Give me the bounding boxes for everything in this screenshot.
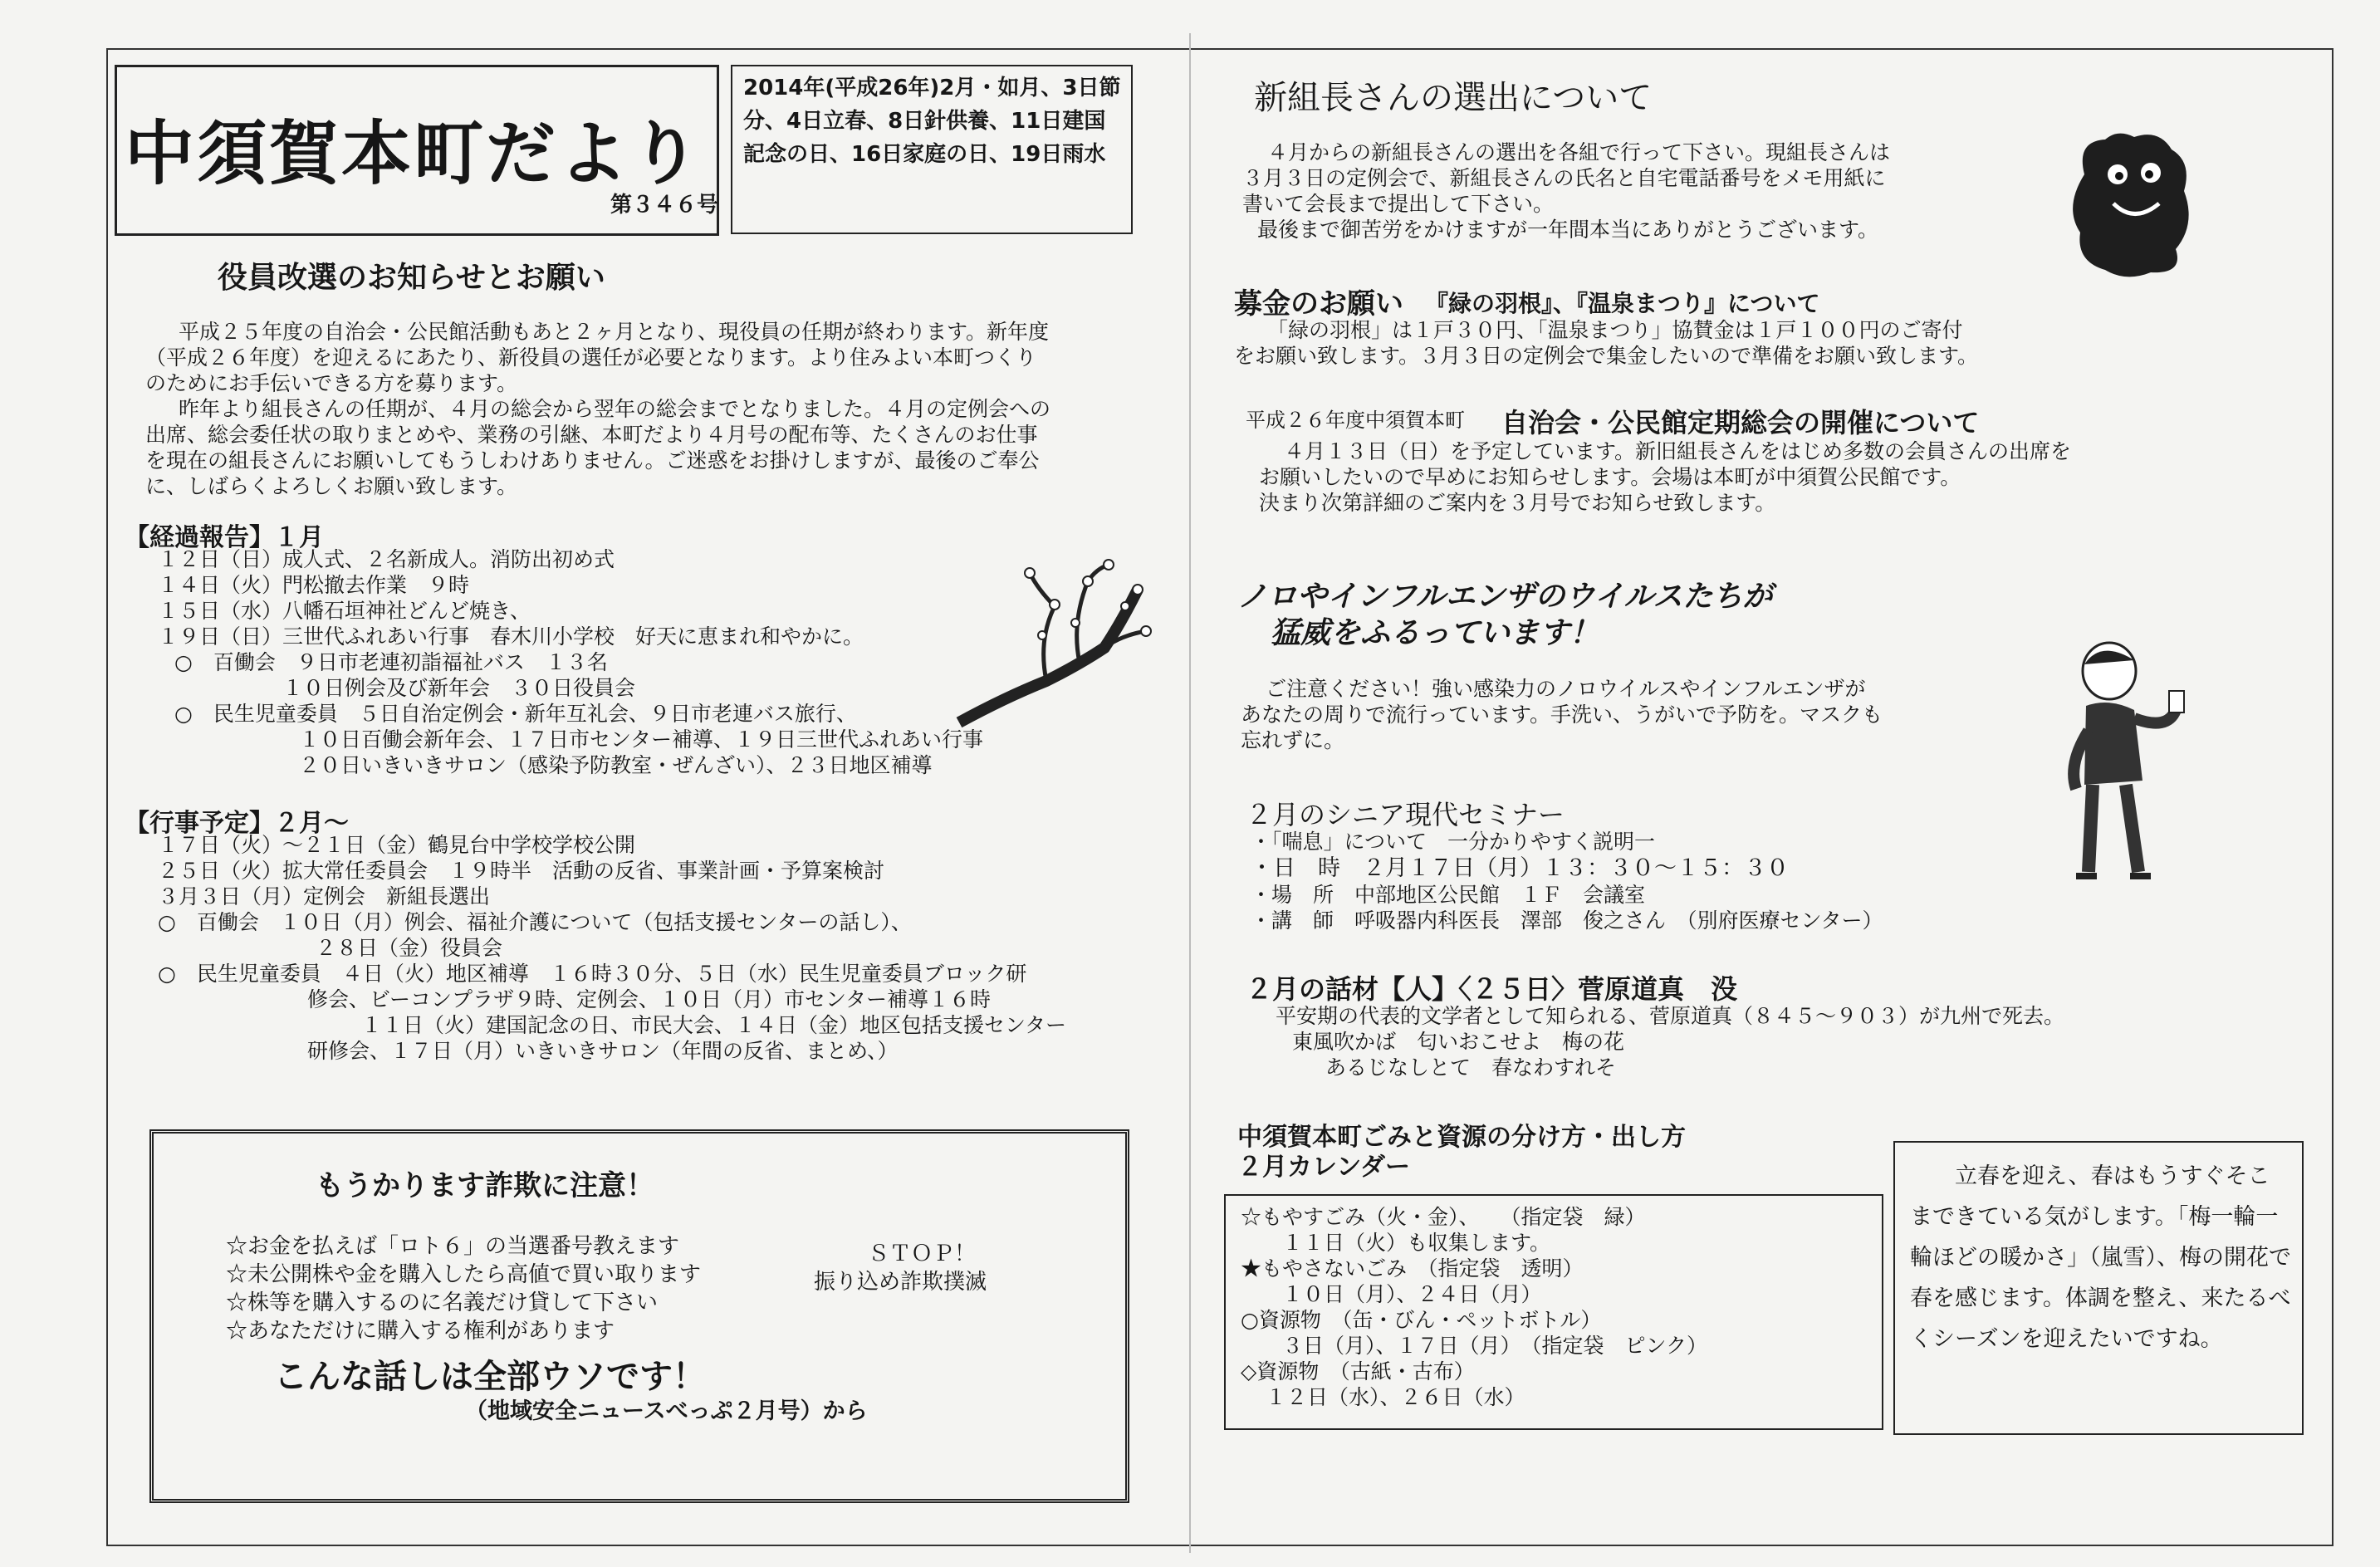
flu-line: あなたの周りで流行っています。手洗い、うがいで予防を。マスクも — [1241, 703, 1883, 727]
issue-number: 第３４６号 — [610, 193, 719, 218]
meeting-line: お願いしたいので早めにお知らせします。会場は本町が中須賀公民館です。 — [1259, 465, 1961, 489]
election-line: （平成２６年度）を迎えるにあたり、新役員の選任が必要となります。より住みよい本町つくり — [145, 345, 1037, 370]
schedule-line: 研修会、１７日（月）いきいきサロン（年間の反省、まとめ、） — [307, 1039, 899, 1063]
donation-line: をお願い致します。３月３日の定例会で集金したいので準備をお願い致します。 — [1234, 344, 1979, 368]
leader-line: ３月３日の定例会で、新組長さんの氏名と自宅電話番号をメモ用紙に — [1242, 166, 1886, 190]
flu-body — [1241, 676, 1883, 753]
garbage-line: ◇資源物 （古紙・古布） — [1241, 1359, 1475, 1383]
schedule-line: ２８日（金）役員会 — [316, 936, 503, 960]
flu-heading-2: 猛威をふるっています！ — [1271, 616, 1600, 650]
meeting-prefix: 平成２６年度中須賀本町 — [1246, 409, 1465, 432]
fraud-item: ☆お金を払えば「ロト６」の当選番号教えます — [226, 1234, 680, 1259]
fraud-item: ☆株等を購入するのに名義だけ貸して下さい — [226, 1290, 659, 1315]
meeting-line: 決まり次第詳細のご案内を３月号でお知らせ致します。 — [1259, 491, 1776, 515]
stop-label: ＳＴＯＰ！ — [868, 1241, 977, 1266]
report-line: １９日（日）三世代ふれあい行事 春木川小学校 好天に恵まれ和やかに。 — [158, 624, 864, 649]
election-line: 平成２５年度の自治会・公民館活動もあと２ヶ月となり、現役員の任期が終わります。新年度 — [179, 320, 1050, 344]
garbage-line: １２日（水）、２６日（水） — [1266, 1385, 1525, 1409]
page-fold — [1189, 33, 1191, 1553]
donation-subheading: 『緑の羽根』、『温泉まつり』について — [1425, 290, 1820, 317]
stop-slogan: 振り込め詐欺撲滅 — [814, 1270, 987, 1295]
seminar-line: ・講 師 呼吸器内科医長 澤部 俊之さん （別府医療センター） — [1251, 908, 1883, 933]
topic-body — [1276, 1003, 2064, 1080]
topic-heading: ２月の話材【人】〈２５日〉菅原道真 没 — [1246, 973, 1738, 1005]
calendar-note: 2014年(平成26年)2月・如月、3日節分、4日立春、8日針供養、11日建国記念の日、16日家庭の日、19日雨水 — [743, 76, 1121, 167]
fraud-item: ☆あなただけに購入する権利があります — [226, 1319, 615, 1344]
report-line: ○ 民生児童委員 ５日自治定例会・新年互礼会、９日市老連バス旅行、 — [174, 702, 857, 726]
flu-line: 忘れずに。 — [1241, 728, 1345, 752]
election-line: のためにお手伝いできる方を募ります。 — [145, 371, 518, 395]
donation-body — [1234, 317, 1978, 369]
meeting-body — [1259, 438, 2071, 516]
person-coughing-illustration — [2051, 639, 2209, 889]
leader-line: 書いて会長まで提出して下さい。 — [1242, 192, 1555, 216]
election-heading: 役員改選のお知らせとお願い — [218, 261, 605, 295]
garbage-line: ３日（月）、１７日（月） （指定袋 ピンク） — [1282, 1334, 1708, 1358]
seminar-line: ・日 時 ２月１７日（月）１３：３０～１５：３０ — [1251, 855, 1789, 881]
election-body — [145, 319, 1050, 499]
schedule-list — [158, 832, 1066, 1064]
seminar-heading: ２月のシニア現代セミナー — [1246, 799, 1565, 830]
leader-body — [1242, 140, 1890, 242]
schedule-line: ２５日（火）拡大常任委員会 １９時半 活動の反省、事業計画・予算案検討 — [158, 859, 885, 883]
election-line: に、しばらくよろしくお願い致します。 — [145, 474, 518, 498]
report-line: １５日（水）八幡石垣神社どんど焼き、 — [158, 599, 531, 623]
schedule-line: ○ 百働会 １０日（月）例会、福祉介護について（包括支援センターの話し）、 — [158, 910, 912, 934]
report-heading: 【経過報告】１月 — [125, 523, 324, 552]
report-line: １０日百働会新年会、１７日市センター補導、１９日三世代ふれあい行事 — [299, 727, 984, 752]
garbage-calendar — [1241, 1204, 1707, 1410]
report-line: ○ 百働会 ９日市老連初詣福祉バス １３名 — [174, 650, 608, 674]
garbage-line: １１日（火）も収集します。 — [1282, 1231, 1551, 1255]
donation-line: 「緑の羽根」は１戸３０円、「温泉まつり」協賛金は１戸１００円のご寄付 — [1267, 318, 1963, 342]
leader-line: ４月からの新組長さんの選出を各組で行って下さい。現組長さんは — [1267, 140, 1891, 164]
report-line: ２０日いきいきサロン（感染予防教室・ぜんざい）、２３日地区補導 — [299, 753, 933, 777]
schedule-line: ３月３日（月）定例会 新組長選出 — [158, 884, 491, 908]
seminar-line: ・場 所 中部地区公民館 １Ｆ 会議室 — [1251, 883, 1646, 907]
fraud-items — [226, 1232, 701, 1345]
garbage-line: １０日（月）、２４日（月） — [1282, 1282, 1542, 1306]
flu-line: ご注意ください！強い感染力のノロウイルスやインフルエンザが — [1266, 677, 1866, 701]
garbage-line: ☆もやすごみ（火・金）、 （指定袋 緑） — [1241, 1205, 1646, 1229]
fraud-warning: こんな話しは全部ウソです！ — [274, 1358, 706, 1396]
flu-heading-1: ノロやインフルエンザのウイルスたちが — [1237, 580, 1773, 614]
plum-branch-illustration — [955, 556, 1154, 731]
leader-line: 最後まで御苦労をかけますが一年間本当にありがとうございます。 — [1257, 218, 1879, 242]
garbage-line: ○資源物 （缶・びん・ペットボトル） — [1241, 1308, 1602, 1332]
fraud-item: ☆未公開株や金を購入したら高値で買い取ります — [226, 1262, 702, 1287]
fraud-heading: もうかります詐欺に注意！ — [316, 1169, 654, 1202]
schedule-line: 修会、ビーコンプラザ９時、定例会、１０日（月）市センター補導１６時 — [307, 987, 992, 1011]
schedule-line: ○ 民生児童委員 ４日（火）地区補導 １６時３０分、５日（水）民生児童委員ブロック研 — [158, 962, 1027, 986]
meeting-heading: 自治会・公民館定期総会の開催について — [1501, 407, 1980, 438]
topic-line: 東風吹かば 匂いおこせよ 梅の花 — [1292, 1030, 1625, 1054]
garbage-heading-2: ２月カレンダー — [1237, 1153, 1411, 1182]
schedule-line: １７日（火）～２１日（金）鶴見台中学校学校公開 — [158, 833, 636, 857]
garbage-heading-1: 中須賀本町ごみと資源の分け方・出し方 — [1237, 1123, 1686, 1152]
donation-heading: 募金のお願い — [1234, 287, 1403, 321]
spring-note: 立春を迎え、春はもうすぐそこまできている気がします。「梅一輪一輪ほどの暖かさ」（嵐雪）、梅の開花で春を感じます。体調を整え、来たるべくシーズンを迎えたいですね。 — [1910, 1163, 2291, 1352]
fraud-source: （地域安全ニュースべっぷ２月号）から — [465, 1398, 868, 1424]
report-line: １２日（日）成人式、２名新成人。消防出初め式 — [158, 547, 615, 571]
report-line: １４日（火）門松撤去作業 ９時 — [158, 573, 470, 597]
report-list — [158, 546, 983, 778]
garbage-line: ★もやさないごみ （指定袋 透明） — [1241, 1256, 1584, 1281]
election-line: 出席、総会委任状の取りまとめや、業務の引継、本町だより４月号の配布等、たくさんのお仕事 — [145, 423, 1038, 447]
seminar-details — [1251, 829, 1883, 933]
schedule-heading: 【行事予定】２月～ — [125, 809, 349, 838]
newsletter-title: 中須賀本町だより — [125, 113, 703, 194]
seminar-line: ・「喘息」について 一分かりやすく説明一 — [1251, 830, 1656, 854]
topic-line: 平安期の代表的文学者として知られる、菅原道真（８４５～９０３）が九州で死去。 — [1276, 1004, 2065, 1028]
monster-illustration — [2059, 125, 2201, 282]
meeting-line: ４月１３日（日）を予定しています。新旧組長さんをはじめ多数の会員さんの出席を — [1284, 439, 2072, 463]
election-line: を現在の組長さんにお願いしてもうしわけありません。ご迷惑をお掛けしますが、最後のご奉公 — [145, 448, 1040, 473]
leader-heading: 新組長さんの選出について — [1254, 79, 1653, 117]
election-line: 昨年より組長さんの任期が、４月の総会から翌年の総会までとなりました。４月の定例会への — [179, 397, 1051, 421]
topic-line: あるじなしとて 春なわすれそ — [1325, 1055, 1617, 1080]
report-line: １０日例会及び新年会 ３０日役員会 — [282, 676, 636, 700]
schedule-line: １１日（火）建国記念の日、市民大会、１４日（金）地区包括支援センター — [361, 1013, 1067, 1037]
